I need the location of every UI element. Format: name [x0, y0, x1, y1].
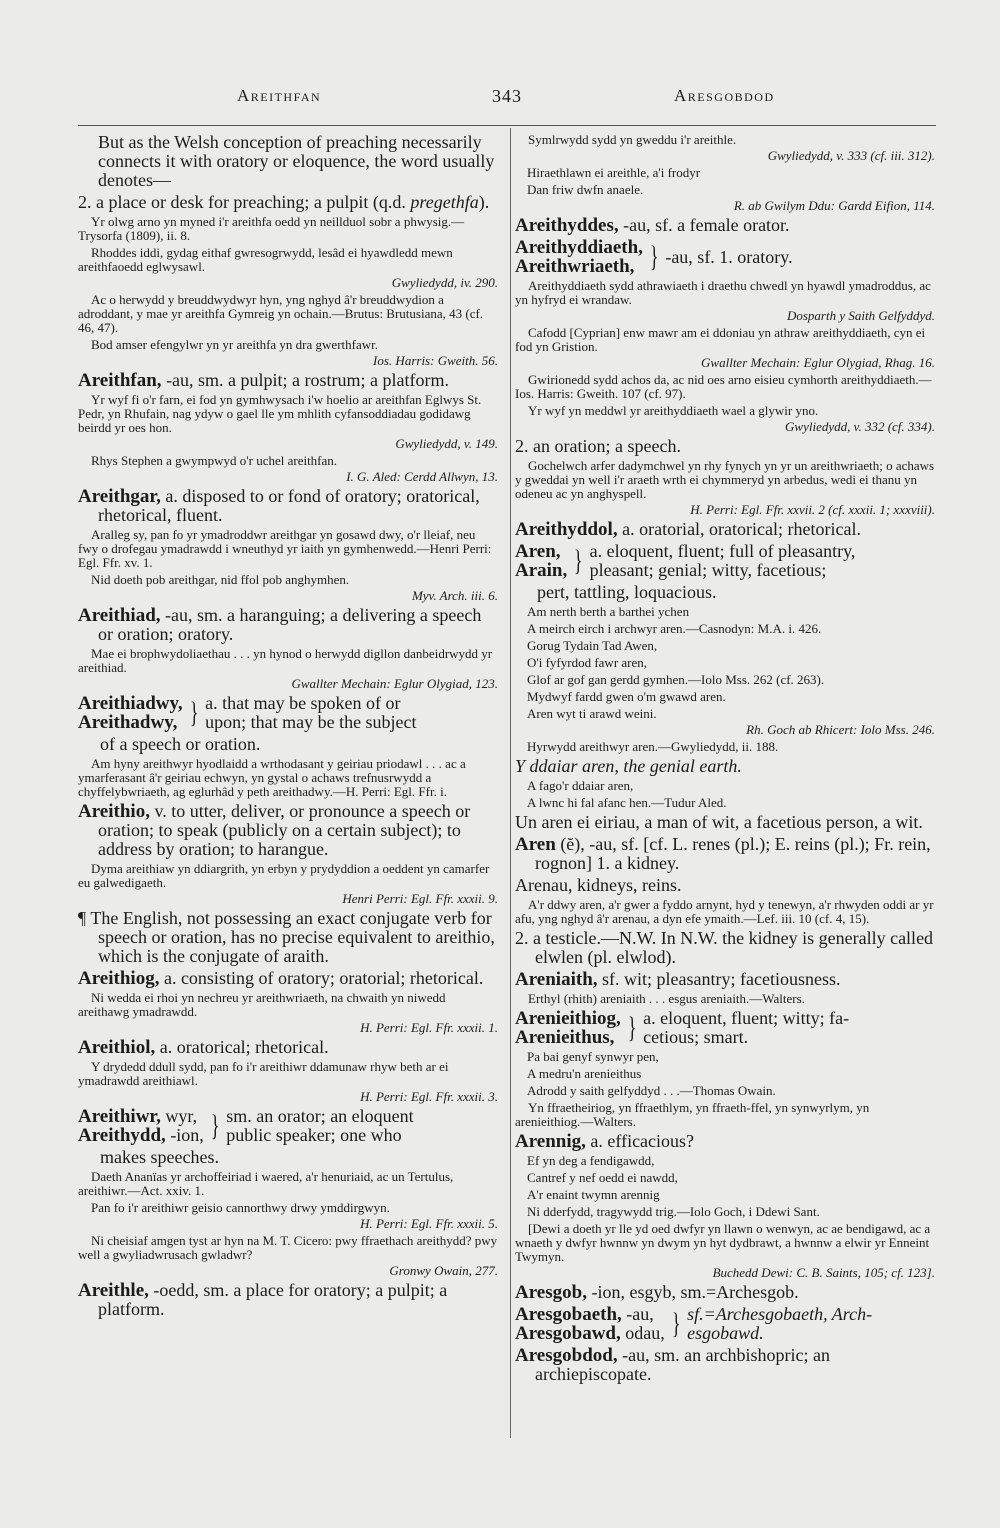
- definition-line: a. eloquent, fluent; witty; fa-: [643, 1008, 850, 1028]
- verse-line: Pa bai genyf synwyr pen,: [527, 1049, 659, 1064]
- headword: Areithfan,: [78, 370, 162, 391]
- quotation: Yr wyf yn meddwl yr areithyddiaeth wael a glywir yno.: [528, 403, 819, 418]
- verse-line: Mydwyf fardd gwen o'm gwawd aren.: [527, 689, 726, 704]
- definition-line: -au, sf. 1. oratory.: [665, 246, 793, 267]
- quotation: Erthyl (rhith) areniaith . . . esgus areniaith.—Walters.: [528, 991, 805, 1006]
- brace-glyph: }: [671, 1307, 681, 1340]
- page-number: 343: [492, 86, 522, 106]
- entry-areniaith: Areniaith, sf. wit; pleasantry; facetiousness.: [515, 969, 841, 990]
- left-column: [78, 133, 498, 1438]
- headword: Arennig,: [515, 1131, 586, 1152]
- quotation: Ni cheisiaf amgen tyst ar hyn na M. T. Cicero: pwy ffraethach areithydd? pwy well a gwyliadwrusach gwladwr?: [78, 1233, 498, 1262]
- definition-line: a. eloquent, fluent; full of pleasantry,: [589, 541, 856, 561]
- headword: Arain,: [515, 560, 568, 581]
- citation: H. Perri: Egl. Ffr. xxvii. 2 (cf. xxxii. 1; xxxviii).: [690, 502, 935, 517]
- quotation: Gwirionedd sydd achos da, ac nid oes arno eisieu cymhorth areithyddiaeth.—Ios. Harris: Gweith. 107 (cf. 97).: [515, 372, 932, 401]
- citation: Rh. Goch ab Rhicert: Iolo Mss. 246.: [746, 722, 935, 737]
- headword: Aresgobawd,: [515, 1323, 621, 1344]
- entry-aresgobdod: Aresgobdod, -au, sm. an archbishopric; an archiepiscopate.: [515, 1345, 831, 1384]
- entry-areithiwr: Areithiwr, wyr, Areithydd, -ion, } sm. an orator; an eloquent public speaker; one who: [78, 1106, 414, 1146]
- entry-aren: [515, 542, 935, 580]
- sense-text: 2. an oration; a speech.: [515, 436, 681, 456]
- verse-line: O'i fyfyrdod fawr aren,: [527, 655, 648, 670]
- headword: Areithiwr,: [78, 1106, 161, 1127]
- verse-line: A'r enaint twymn arennig: [527, 1187, 660, 1202]
- citation: Buchedd Dewi: C. B. Saints, 105; cf. 123].: [712, 1265, 935, 1280]
- entry-areithgar: Areithgar, a. disposed to or fond of oratory; oratorical, rhetorical, fluent.: [78, 486, 480, 525]
- headword: Areithwriaeth,: [515, 256, 635, 277]
- entry-areithiadwy: [78, 694, 498, 732]
- headword: Aren,: [515, 541, 561, 562]
- quotation: Nid doeth pob areithgar, nid ffol pob anghymhen.: [91, 572, 350, 587]
- citation: Gwallter Mechain: Eglur Olygiad, 123.: [291, 676, 498, 691]
- headword: Aresgobaeth,: [515, 1304, 622, 1325]
- sense-text: 2. a testicle.—N.W. In N.W. the kidney is generally called elwlen (pl. elwlod).: [515, 928, 934, 967]
- citation: Henri Perri: Egl. Ffr. xxxii. 9.: [342, 891, 498, 906]
- definition-line: a. that may be spoken of or: [205, 693, 401, 713]
- headword: Areithadwy,: [78, 712, 178, 733]
- verse-line: Ef yn deg a fendigawdd,: [527, 1153, 655, 1168]
- quotation: A'r ddwy aren, a'r gwer a fyddo arnynt, hyd y tenewyn, a'r rhwyden oddi ar yr afu, yng nghyd â'r arenau, a dyn efe ymaith.—Lef. iii. 10 (cf. 4, 15).: [515, 897, 934, 926]
- quotation: Yn ffraetheiriog, yn ffraethlym, yn ffraeth-ffel, yn synwyrlym, yn arenieithiog.—Walters.: [515, 1100, 870, 1129]
- definition-line: esgobawd.: [687, 1323, 764, 1343]
- verse-line: Gorug Tydain Tad Awen,: [527, 638, 658, 653]
- headword: Areithiadwy,: [78, 693, 183, 714]
- entry-areithio: Areithio, v. to utter, deliver, or pronounce a speech or oration; to speak (publicly on a certain subject); to address by oration; to harangue.: [78, 801, 471, 859]
- citation: Dosparth y Saith Gelfyddyd.: [786, 308, 935, 323]
- verse-line: Ni dderfydd, tragywydd trig.—Iolo Goch, i Ddewi Sant.: [527, 1204, 820, 1219]
- headword: Areithydd,: [78, 1125, 166, 1146]
- quotation: Daeth Ananïas yr archoffeiriad i waered, a'r henuriaid, ac un Tertulus, areithiwr.—Act. xxiv. 1.: [78, 1169, 454, 1198]
- entry-areithle: Areithle, -oedd, sm. a place for oratory; a pulpit; a platform.: [78, 1280, 448, 1319]
- entry-aresgob: Aresgob, -ion, esgyb, sm.=Archesgob.: [515, 1282, 799, 1303]
- citation: R. ab Gwilym Ddu: Gardd Eifion, 114.: [733, 198, 935, 213]
- column-divider: [510, 128, 511, 1438]
- quotation: Rhoddes iddi, gydag eithaf gwresogrwydd, lesâd ei hyawdledd mewn areithfaoedd eglwysawl.: [78, 245, 453, 274]
- brace-glyph: }: [210, 1109, 220, 1142]
- headword: Arenieithus,: [515, 1027, 615, 1048]
- quotation: Pan fo i'r areithiwr geisio cannorthwy drwy ymddirgwyn.: [91, 1200, 390, 1215]
- entry-areithiog: Areithiog, a. consisting of oratory; oratorial; rhetorical.: [78, 968, 484, 989]
- entry-areithyddol: Areithyddol, a. oratorial, oratorical; rhetorical.: [515, 519, 861, 540]
- quotation: Cafodd [Cyprian] enw mawr am ei ddoniau yn athraw areithyddiaeth, cyn ei fod yn Gristion.: [515, 325, 926, 354]
- entry-areithiol: Areithiol, a. oratorical; rhetorical.: [78, 1037, 329, 1058]
- phrase-entry: Y ddaiar aren, the genial earth.: [515, 756, 742, 776]
- citation: Gwallter Mechain: Eglur Olygiad, Rhag. 16.: [701, 355, 935, 370]
- citation: Gwyliedydd, iv. 290.: [391, 275, 498, 290]
- headword: Areithiad,: [78, 605, 161, 626]
- headword: Areithyddiaeth,: [515, 237, 643, 258]
- quotation: Symlrwydd sydd yn gweddu i'r areithle.: [528, 133, 737, 147]
- headword: Aren: [515, 834, 556, 855]
- quotation: Ac o herwydd y breuddwydwyr hyn, yng nghyd â'r breuddwydion a adroddant, y mae yr areithfa Gymreig yn ochain.—Brutus: Brutusiana, 43 (cf. 46, 47).: [78, 292, 484, 335]
- quotation: [Dewi a doeth yr lle yd oed dwfyr yn llawn o wenwyn, ac ae bendigawd, ac a wnaeth y dwfyr hwnnw yn dwym yn hyt dydbrawt, a hwnnw a elwir yr Enneint Twymyn.: [515, 1221, 931, 1264]
- verse-line: Cantref y nef oedd ei nawdd,: [527, 1170, 678, 1185]
- quotation: Dyma areithiaw yn ddiargrith, yn erbyn y prydyddion a oeddent yn camarfer eu galwedigaeth.: [78, 861, 490, 890]
- quotation: Aralleg sy, pan fo yr ymadroddwr areithgar yn gosawd dwy, o'r lleiaf, neu fwy o drofegau ymadrawdd i wneuthyd yr iaith yn gymhenwedd.—Henri Perri: Egl. Ffr. xv. 1.: [78, 527, 492, 570]
- citation: Gronwy Owain, 277.: [389, 1263, 498, 1278]
- brace-glyph: }: [189, 696, 199, 729]
- entry-arennig: Arennig, a. efficacious?: [515, 1131, 695, 1152]
- definition-line: sm. an orator; an eloquent: [226, 1106, 414, 1126]
- entry-areithiad: Areithiad, -au, sm. a haranguing; a delivering a speech or oration; oratory.: [78, 605, 482, 644]
- headword: Areithyddes,: [515, 215, 619, 236]
- citation: Gwyliedydd, v. 333 (cf. iii. 312).: [767, 148, 935, 163]
- quotation: Yr olwg arno yn myned i'r areithfa oedd yn neillduol sobr a phwysig.—Trysorfa (1809), ii. 8.: [78, 214, 465, 243]
- verse-line: A lwnc hi fal afanc hen.—Tudur Aled.: [527, 795, 727, 810]
- definition-line: public speaker; one who: [226, 1125, 402, 1145]
- headword: Areniaith,: [515, 969, 598, 990]
- quotation: Rhys Stephen a gwympwyd o'r uchel areithfan.: [91, 453, 338, 468]
- definition-line: pleasant; genial; witty, facetious;: [589, 560, 827, 580]
- verse-line: Glof ar gof gan gerdd gymhen.—Iolo Mss. 262 (cf. 263).: [527, 672, 825, 687]
- headword: Areithiol,: [78, 1037, 156, 1058]
- verse-line: A meirch eirch i archwyr aren.—Casnodyn: M.A. i. 426.: [527, 621, 822, 636]
- citation: I. G. Aled: Cerdd Allwyn, 13.: [346, 469, 498, 484]
- usage-note: ¶ The English, not possessing an exact conjugate verb for speech or oration, has no precise equivalent to areithio, which is the conjugate of araith.: [78, 908, 495, 966]
- right-column: [515, 133, 935, 1438]
- sense-text: 2. a place or desk for preaching; a pulpit (q.d. pregethfa).: [78, 192, 490, 212]
- headword: Areithyddol,: [515, 519, 618, 540]
- header-rule: [78, 125, 936, 126]
- quotation: Y drydedd ddull sydd, pan fo i'r areithiwr ddamunaw rhyw beth ar ei ymadrawdd areithiawl.: [78, 1059, 449, 1088]
- citation: H. Perri: Egl. Ffr. xxxii. 5.: [360, 1216, 498, 1231]
- citation: Gwyliedydd, v. 149.: [395, 436, 498, 451]
- verse-line: A medru'n arenieithus: [527, 1066, 642, 1081]
- headword: Aresgob,: [515, 1282, 587, 1303]
- headword: Areithio,: [78, 801, 150, 822]
- definition-line: upon; that may be the subject: [205, 712, 417, 732]
- citation: H. Perri: Egl. Ffr. xxxii. 3.: [360, 1089, 498, 1104]
- quotation: Gochelwch arfer dadymchwel yn rhy fynych yn yr un areithwriaeth; o achaws y gweddai yn well i'r araeth wrth ei chymmeryd yn arbedus, wedi ei thanu yn odeneu ac yn anghyspell.: [515, 458, 935, 501]
- verse-line: Am nerth berth a barthei ychen: [527, 604, 690, 619]
- entry-areithyddes: Areithyddes, -au, sf. a female orator.: [515, 215, 790, 236]
- brace-glyph: }: [627, 1011, 637, 1044]
- headword: Aresgobdod,: [515, 1345, 618, 1366]
- verse-line: Hiraethlawn ei areithle, a'i frodyr: [527, 165, 701, 180]
- phrase-entry: Un aren ei eiriau, a man of wit, a facetious person, a wit.: [515, 812, 923, 832]
- citation: Myv. Arch. iii. 6.: [411, 588, 498, 603]
- quotation: Mae ei brophwydoliaethau . . . yn hynod o herwydd digllon danbeidrwydd yr areithiad.: [78, 646, 493, 675]
- definition-line: of a speech or oration.: [100, 734, 261, 754]
- verse-line: A fago'r ddaiar aren,: [527, 778, 634, 793]
- citation: H. Perri: Egl. Ffr. xxxii. 1.: [360, 1020, 498, 1035]
- brace-glyph: }: [574, 544, 583, 577]
- quotation: Am hyny areithwyr hyodlaidd a wrthodasant y geiriau priodawl . . . ac a ymarferasant â'r geiriau echwyn, yn gystal o achaws trefnusrwydd a chyffelybwriaeth, ag eglurhâd y peth areithadwy.—H. Perri: Egl. Ffr. i.: [78, 756, 466, 799]
- verse-line: Adrodd y saith gelfyddyd . . .—Thomas Owain.: [527, 1083, 776, 1098]
- headword: Areithgar,: [78, 486, 161, 507]
- verse-line: Hyrwydd areithwyr aren.—Gwyliedydd, ii. 188.: [527, 739, 779, 754]
- quotation: Yr wyf fi o'r farn, ei fod yn gymhwysach i'w hoelio ar areithfan Eglwys St. Pedr, yn Rhufain, nag ydyw o gael lle ym mhlith cyfansoddiadau godidawg beirdd yr oes hon.: [78, 392, 482, 435]
- entry-areithyddiaeth: [515, 238, 935, 276]
- entry-aren-kidney: Aren (ĕ), -au, sf. [cf. L. renes (pl.); E. reins (pl.); Fr. rein, rognon] 1. a kidney.: [515, 834, 931, 873]
- headword: Areithiog,: [78, 968, 160, 989]
- citation: Ios. Harris: Gweith. 56.: [373, 353, 498, 368]
- right-guide-word: Aresgobdod: [674, 86, 775, 105]
- definition-line: makes speeches.: [100, 1147, 219, 1167]
- citation: Gwyliedydd, v. 332 (cf. 334).: [785, 419, 935, 434]
- quotation: Ni wedda ei rhoi yn nechreu yr areithwriaeth, na chwaith yn niwedd areithawg ymadrawdd.: [78, 990, 446, 1019]
- entry-aresgobaeth: Aresgobaeth, -au, Aresgobawd, odau, } sf.=Archesgobaeth, Arch- esgobawd.: [515, 1304, 873, 1344]
- quotation: Areithyddiaeth sydd athrawiaeth i draethu chwedl yn hyawdl ymadroddus, ac yn hyfryd ei wrandaw.: [515, 278, 931, 307]
- body-text: But as the Welsh conception of preaching necessarily connects it with oratory or eloquence, the word usually denotes—: [98, 133, 495, 190]
- definition-line: cetious; smart.: [643, 1027, 749, 1047]
- brace-glyph: }: [649, 240, 659, 273]
- headword: Arenieithiog,: [515, 1008, 621, 1029]
- headword: Areithle,: [78, 1280, 149, 1301]
- entry-areithfan: Areithfan, -au, sm. a pulpit; a rostrum; a platform.: [78, 370, 449, 391]
- definition-line: pert, tattling, loquacious.: [537, 582, 717, 602]
- verse-line: Aren wyt ti arawd weini.: [527, 706, 657, 721]
- left-guide-word: Areithfan: [237, 86, 322, 105]
- verse-line: Dan friw dwfn anaele.: [527, 182, 644, 197]
- definition-line: sf.=Archesgobaeth, Arch-: [687, 1304, 873, 1324]
- sense-text: Arenau, kidneys, reins.: [515, 875, 682, 895]
- quotation: Bod amser efengylwr yn yr areithfa yn dra gwerthfawr.: [91, 337, 378, 352]
- running-header: [0, 86, 1000, 116]
- entry-arenieithiog: [515, 1009, 935, 1047]
